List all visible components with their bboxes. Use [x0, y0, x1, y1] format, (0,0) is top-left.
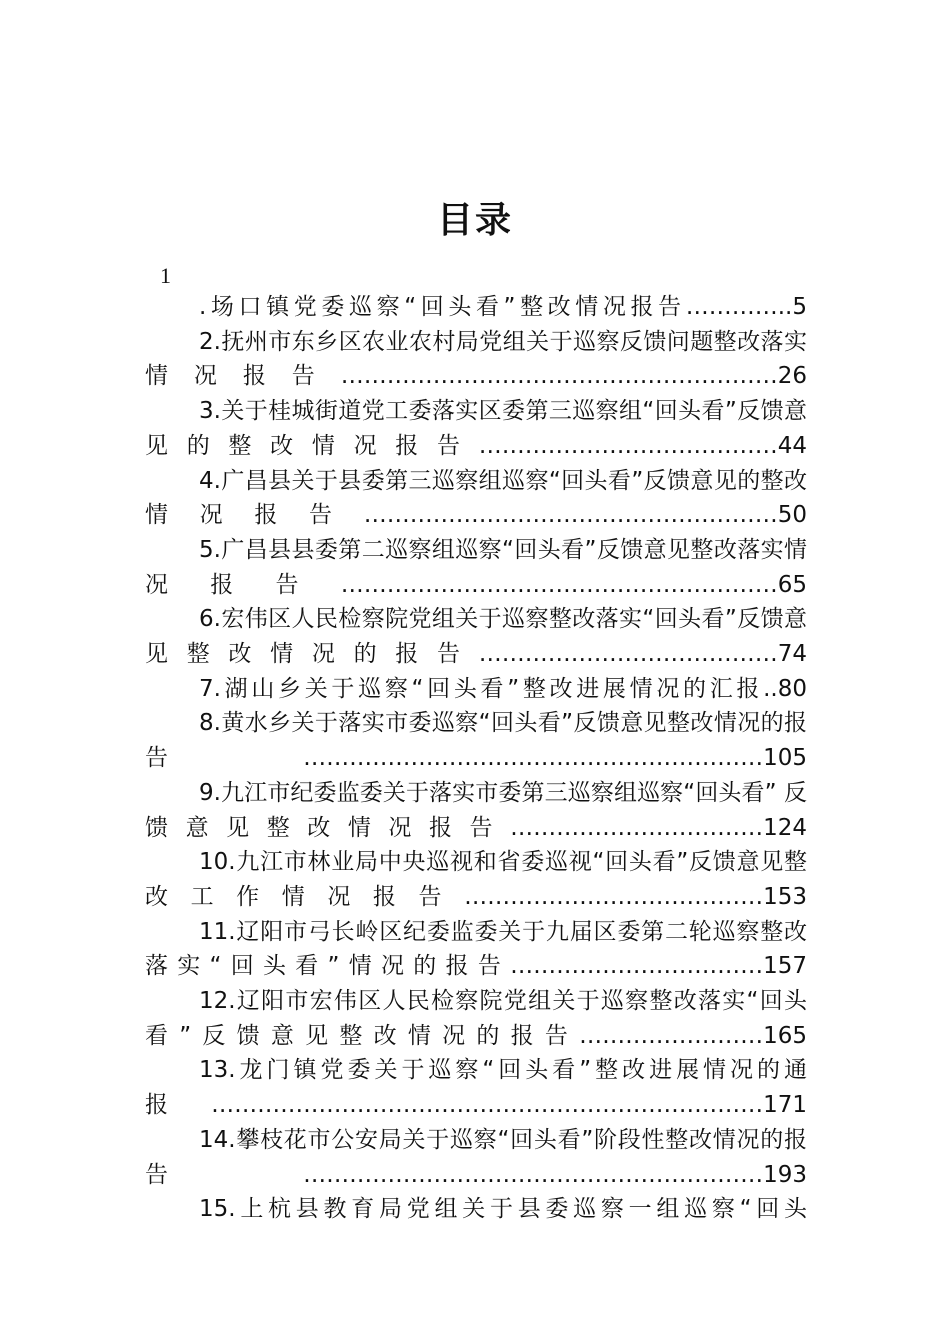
- toc-entry-13[interactable]: 13.龙门镇党委关于巡察“回头看”整改进展情况的通报………………………………………………………………171: [145, 1057, 807, 1119]
- toc-entry-4[interactable]: 4.广昌县关于县委第三巡察组巡察“回头看”反馈意见的整改情况报告………………………………………………50: [145, 467, 807, 529]
- toc-entry-11[interactable]: 11.辽阳市弓长岭区纪委监委关于九届区委第二轮巡察整改落实“回头看”情况的报告……………………………157: [145, 918, 807, 980]
- toc-entry-8[interactable]: 8.黄水乡关于落实市委巡察“回头看”反馈意见整改情况的报告……………………………………………………105: [145, 710, 807, 772]
- toc-entry-3[interactable]: 3.关于桂城街道党工委落实区委第三巡察组“回头看”反馈意见的整改情况报告…………………………………44: [145, 398, 807, 459]
- page-marker: 1: [160, 263, 171, 288]
- toc-entry-14[interactable]: 14.攀枝花市公安局关于巡察“回头看”阶段性整改情况的报告……………………………………………………193: [145, 1126, 807, 1188]
- toc-entry-9[interactable]: 9.九江市纪委监委关于落实市委第三巡察组巡察“回头看” 反馈意见整改情况报告……………………………124: [145, 779, 807, 841]
- toc-entry-6[interactable]: 6.宏伟区人民检察院党组关于巡察整改落实“回头看”反馈意见整改情况的报告…………………………………74: [145, 606, 807, 668]
- toc-entry-5[interactable]: 5.广昌县县委第二巡察组巡察“回头看”反馈意见整改落实情况报告…………………………………………………65: [145, 536, 807, 598]
- toc-entry-7[interactable]: 7.湖山乡关于巡察“回头看”整改进展情况的汇报..80: [199, 675, 807, 702]
- toc-entry-2[interactable]: 2.抚州市东乡区农业农村局党组关于巡察反馈问题整改落实情况报告…………………………………………………26: [145, 328, 807, 390]
- toc-entry-12[interactable]: 12.辽阳市宏伟区人民检察院党组关于巡察整改落实“回头看”反馈意见整改情况的报告……………………165: [145, 988, 807, 1049]
- toc-entry-10[interactable]: 10.九江市林业局中央巡视和省委巡视“回头看”反馈意见整改工作情况报告…………………………………153: [145, 849, 807, 910]
- table-of-contents: [145, 290, 807, 1227]
- toc-entry-15[interactable]: 15.上杭县教育局党组关于县委巡察一组巡察“回头: [199, 1196, 807, 1223]
- toc-entry-1[interactable]: .场口镇党委巡察“回头看”整改情况报告…………..5: [199, 294, 807, 320]
- page-title: 目录: [436, 199, 513, 241]
